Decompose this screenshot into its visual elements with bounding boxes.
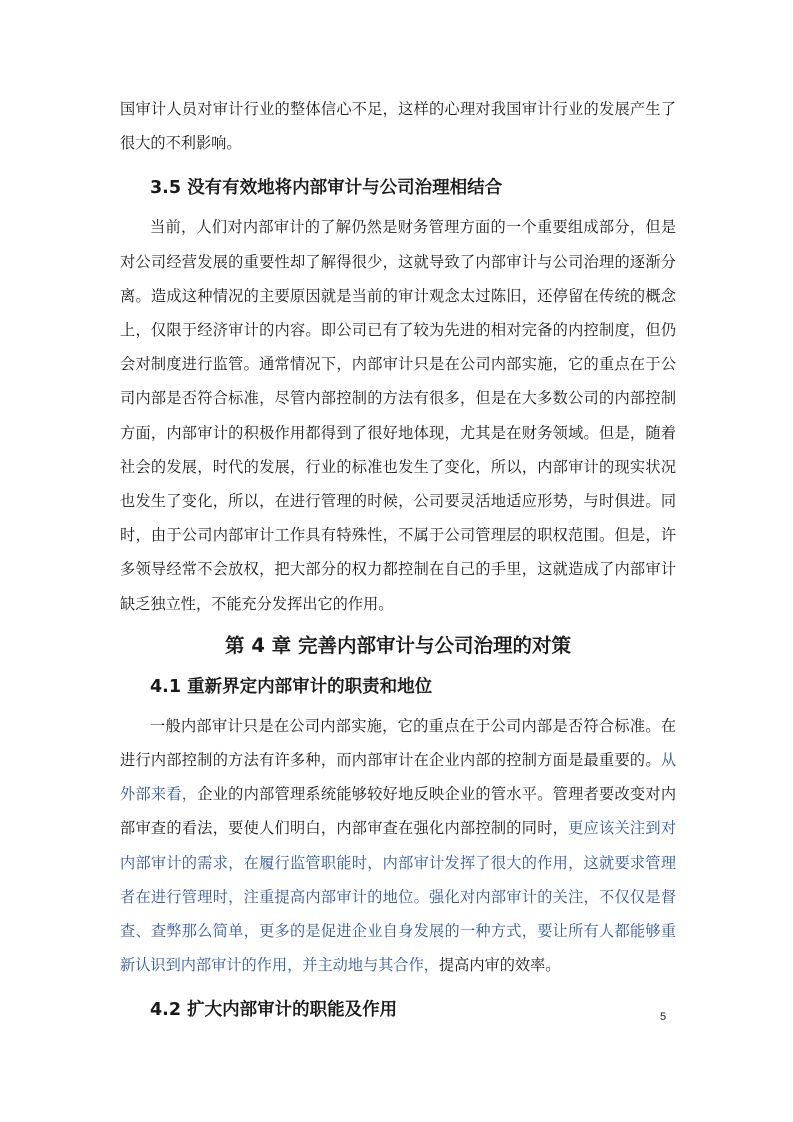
section-4-1-paragraph — [120, 709, 676, 983]
paragraph-text: 企业的内部管理系统能够较好地反映企业的管水平。管理者要改变对内部审查的看法，要使人们明白，内部审查在强化内部控制的同时， — [120, 785, 677, 838]
section-4-2-heading: 4.2 扩大内部审计的职能及作用 — [150, 1000, 398, 1021]
section-3-5-paragraph: 当前，人们对内部审计的了解仍然是财务管理方面的一个重要组成部分，但是对公司经营发展的重要性却了解得很少，这就导致了内部审计与公司治理的逐渐分离。造成这种情况的主要原因就是当前的审计观念太过陈旧，还停留在传统的概念上，仅限于经济审计的内容。即公司已有了较为先进的相对完备的内控制度，但仍会对制度进行监管。通常情况下，内部审计只是在公司内部实施，它的重点在于公司内部是否符合标准，尽管内部控制的方法有很多，但是在大多数公司的内部控制方面，内部审计的积极作用都得到了很好地体现，尤其是在财务领域。但是，随着社会的发展，时代的发展，行业的标准也发生了变化，所以，内部审计的现实状况也发生了变化，所以，在进行管理的时候，公司要灵活地适应形势，与时俱进。同时，由于公司内部审计工作具有特殊性，不属于公司管理层的职权范围。但是，许多领导经常不会放权，把大部分的权力都控制在自己的手里，这就造成了内部审计缺乏独立性，不能充分发挥出它的作用。 — [120, 218, 676, 613]
page-number: 5 — [660, 1011, 667, 1023]
paragraph-text: 一般内部审计只是在公司内部实施，它的重点在于公司内部是否符合标准。在进行内部控制的方法有许多种，而内部审计在企业内部的控制方面是最重要的。 — [120, 716, 676, 770]
section-3-5-heading: 3.5 没有有效地将内部审计与公司治理相结合 — [150, 178, 503, 199]
page-content — [120, 92, 676, 1032]
highlighted-text: 更应该关注到对内部审计的需求，在履行监管职能时，内部审计发挥了很大的作用，这就要求管理者在进行管理时，注重提高内部审计的地位。强化对内部审计的关注，不仅仅是督查、查弊那么简单，更多的是促进企业自身发展的一种方式，要让所有人都能够重新认识到内部审计的作用，并主动地与其合作， — [120, 819, 677, 975]
chapter-4-heading: 第 4 章 完善内部审计与公司治理的对策 — [225, 633, 571, 657]
continuation-paragraph: 国审计人员对审计行业的整体信心不足，这样的心理对我国审计行业的发展产生了很大的不利影响。 — [120, 100, 676, 153]
paragraph-text: 提高内审的效率。 — [438, 956, 561, 975]
section-4-1-heading: 4.1 重新界定内部审计的职责和地位 — [150, 676, 433, 697]
highlighted-text: 从外部来看， — [120, 751, 676, 804]
